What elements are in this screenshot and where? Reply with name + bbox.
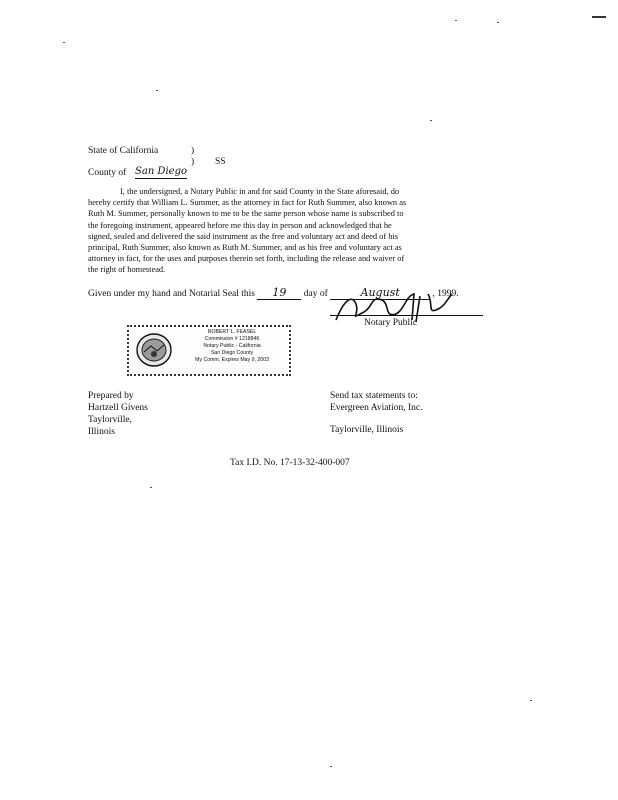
scan-speck: [330, 766, 332, 767]
state-label: State of California: [88, 146, 159, 156]
scan-speck: [430, 120, 432, 121]
signature-line: [330, 315, 483, 316]
scan-mark: [592, 16, 606, 18]
paragraph-line: signed, sealed and delivered the said instrument as the free and voluntary act and deed of his: [88, 231, 399, 241]
scan-speck: [455, 20, 457, 21]
county-handwritten: San Diego: [135, 166, 187, 177]
prepared-label: Prepared by: [88, 391, 134, 401]
scan-speck: [530, 700, 532, 701]
certification-paragraph: [88, 186, 528, 276]
state-seal-icon: [135, 332, 173, 368]
send-to-city: Taylorville, Illinois: [330, 425, 404, 435]
scan-speck: [150, 487, 152, 488]
given-day: 19: [257, 287, 301, 300]
send-to-name: Evergreen Aviation, Inc.: [330, 403, 423, 413]
paragraph-line: Ruth M. Summer, personally known to me to be the same person whose name is subscribed to: [88, 209, 404, 219]
seal-text: [177, 329, 287, 364]
seal-county: San Diego County: [210, 350, 254, 356]
seal-name: ROBERT L. FEASEL: [207, 329, 257, 335]
ss-label: SS: [215, 157, 226, 167]
prepared-city: Taylorville,: [88, 415, 132, 425]
scan-speck: [156, 90, 158, 91]
prepared-name: Hartzell Givens: [88, 403, 148, 413]
notary-seal: [127, 325, 291, 376]
send-to-label: Send tax statements to:: [330, 391, 418, 401]
paragraph-line: the right of homestead.: [88, 265, 166, 275]
scan-speck: [497, 22, 499, 23]
bracket-mark: ): [191, 146, 195, 156]
prepared-state: Illinois: [88, 427, 115, 437]
seal-expires: My Comm. Expires May 9, 2003: [195, 357, 269, 363]
seal-notary: Notary Public - California: [203, 343, 261, 349]
notary-title: Notary Public: [364, 318, 418, 328]
bracket-mark: ): [191, 157, 195, 167]
county-label: County of: [88, 168, 127, 178]
given-year: , 1999.: [432, 289, 459, 299]
given-prefix: Given under my hand and Notarial Seal this: [88, 289, 256, 299]
paragraph-line: principal, Ruth Summer, also known as Ruth M. Summer, and as his free and voluntary act as: [88, 243, 402, 253]
tax-id: Tax I.D. No. 17-13-32-400-007: [230, 458, 350, 468]
scan-speck: [63, 42, 65, 43]
paragraph-line: hereby certify that William L. Summer, as the attorney in fact for Ruth Summer, also known as: [88, 198, 407, 208]
given-day-label: day of: [303, 289, 328, 299]
given-month: August: [330, 287, 430, 300]
paragraph-line: I, the undersigned, a Notary Public in and for said County in the State aforesaid, do: [120, 187, 400, 196]
paragraph-line: the foregoing instrument, appeared before me this day in person and acknowledged that he: [88, 220, 392, 230]
seal-commission: Commission # 1218846: [204, 336, 260, 342]
paragraph-line: attorney in fact, for the uses and purposes therein set forth, including the release and waiver of: [88, 254, 405, 264]
